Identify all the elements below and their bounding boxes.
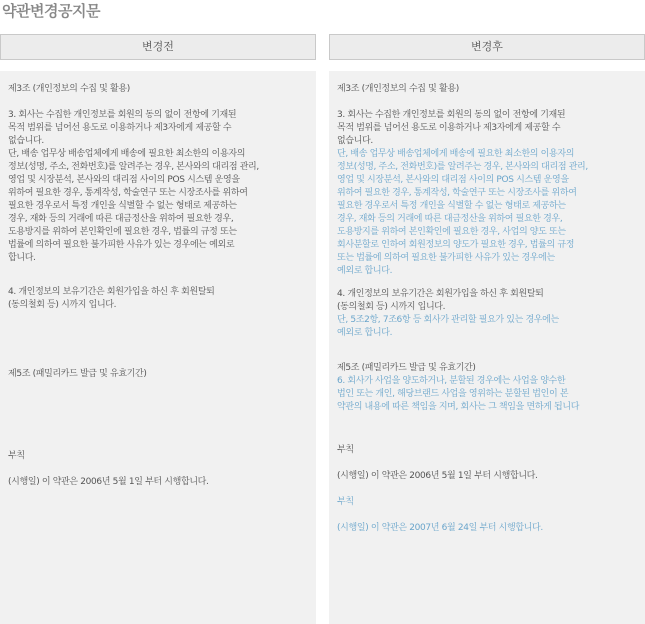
after-column-body bbox=[329, 71, 645, 624]
page-title: 약관변경공지문 bbox=[2, 2, 100, 20]
after-addendum-heading: 부칙 bbox=[337, 445, 354, 455]
after-article-3-changed-text: 단, 배송 업무상 배송업체에게 배송에 필요한 최소한의 이용자의 정보(성명, 주소, 전화번호)를 알려주는 경우, 본사와의 대리점 관리, 영업 및 시장분석, 본사와의 대리점 사이의 POS 시스템 운영을 위하여 필요한 경우, 통계작성, 학술연구 또는 시장조사를 위하여 필요한 경우로서 특정 개인을 식별할 수 없는 형태로 제공하는 경우, 재화 등의 거래에 따른 대금정산을 위하여 필요한 경우, 도용방지를 위하여 본인확인에 필요한 경우, 사업의 양도 또는 회사분할로 인하여 회원정보의 양도가 필요한 경우, 법률의 규정 또는 법률에 의하여 필요한 불가피한 사유가 있는 경우에는 예외로 합니다. bbox=[337, 149, 588, 276]
after-column-header: 변경후 bbox=[329, 34, 645, 60]
before-addendum-date: (시행일) 이 약관은 2006년 5월 1일 부터 시행합니다. bbox=[8, 477, 209, 487]
after-article-3-clause-3: 3. 회사는 수집한 개인정보를 회원의 동의 없이 전항에 기재된 목적 범위를 넘어선 용도로 이용하거나 제3자에게 제공할 수 없습니다. bbox=[337, 110, 566, 146]
after-article-5-changed-text: 6. 회사가 사업을 양도하거나, 분할된 경우에는 사업을 양수한 법인 또는 개인, 해당브랜드 사업을 영위하는 분할된 법인이 본 약관의 내용에 따른 책임을 지며, 회사는 그 책임을 면하게 됩니다 bbox=[337, 376, 580, 412]
after-article-5-heading: 제5조 (패밀리카드 발급 및 유효기간) bbox=[337, 363, 476, 373]
before-column-header: 변경전 bbox=[0, 34, 316, 60]
after-article-3-clause-4: 4. 개인정보의 보유기간은 회원가입을 하신 후 회원탈퇴 (동의철회 등) 시까지 입니다. bbox=[337, 289, 544, 312]
before-article-3 bbox=[8, 83, 308, 312]
after-addendum-date: (시행일) 이 약관은 2006년 5월 1일 부터 시행합니다. bbox=[337, 471, 538, 481]
after-new-addendum-heading: 부칙 bbox=[337, 497, 354, 507]
before-article-5-heading: 제5조 (패밀리카드 발급 및 유효기간) bbox=[8, 369, 147, 379]
after-addendum bbox=[337, 444, 637, 535]
before-column bbox=[0, 34, 316, 624]
before-article-3-heading: 제3조 (개인정보의 수집 및 활용) bbox=[8, 84, 130, 94]
before-article-3-clause-3: 3. 회사는 수집한 개인정보를 회원의 동의 없이 전항에 기재된 목적 범위를 넘어선 용도로 이용하거나 제3자에게 제공할 수 없습니다. 단, 배송 업무상 배송업체에게 배송에 필요한 최소한의 이용자의 정보(성명, 주소, 전화번호)를 알려주는 경우, 본사와의 대리점 관리, 영업 및 시장분석, 본사와의 대리점 사이의 POS 시스템 운영을 위하여 필요한 경우, 통계작성, 학술연구 또는 시장조사를 위하여 필요한 경우로서 특정 개인을 식별할 수 없는 형태로 제공하는 경우, 재화 등의 거래에 따른 대금정산을 위하여 필요한 경우, 도용방지를 위하여 본인확인에 필요한 경우, 법률의 규정 또는 법률에 의하여 필요한 불가피한 사유가 있는 경우에는 예외로 합니다. bbox=[8, 110, 259, 263]
after-column bbox=[329, 34, 645, 624]
before-article-5 bbox=[8, 368, 308, 381]
before-addendum bbox=[8, 450, 308, 489]
before-article-3-clause-4: 4. 개인정보의 보유기간은 회원가입을 하신 후 회원탈퇴 (동의철회 등) 시까지 입니다. bbox=[8, 287, 215, 310]
before-addendum-heading: 부칙 bbox=[8, 451, 25, 461]
after-article-3-heading: 제3조 (개인정보의 수집 및 활용) bbox=[337, 84, 459, 94]
after-new-addendum-date: (시행일) 이 약관은 2007년 6월 24일 부터 시행합니다. bbox=[337, 523, 543, 533]
after-article-3-clause-4-changed: 단, 5조2항, 7조6항 등 회사가 관리할 필요가 있는 경우에는 예외로 합니다. bbox=[337, 315, 559, 338]
before-column-body bbox=[0, 71, 316, 624]
after-article-5 bbox=[337, 362, 637, 414]
after-article-3 bbox=[337, 83, 637, 340]
